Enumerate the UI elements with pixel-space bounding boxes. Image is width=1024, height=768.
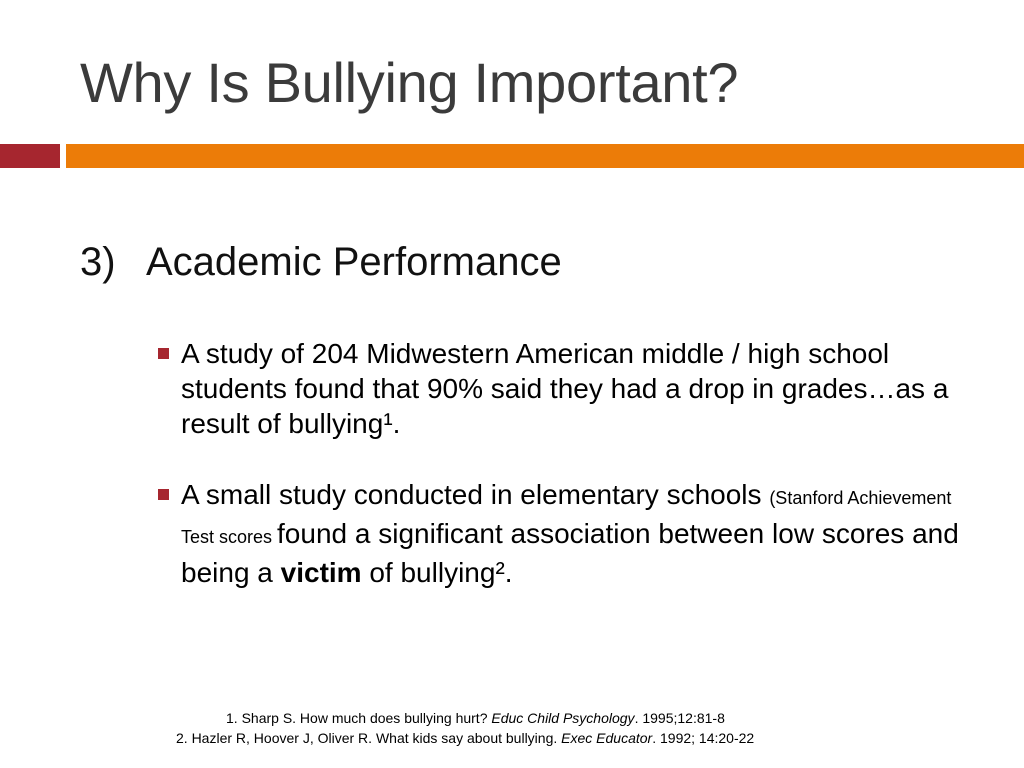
bullet-square-icon [158, 348, 169, 359]
reference-text: 2. Hazler R, Hoover J, Oliver R. What kids say about bullying. [176, 730, 562, 746]
title-divider-orange [66, 144, 1024, 168]
section-heading [80, 240, 562, 285]
bullet-text-parenthetical: (Stanford Achievement Test scores [181, 488, 952, 547]
bullet-list [158, 336, 978, 590]
section-number: 3) [80, 240, 116, 284]
reference-details: . 1995;12:81-8 [634, 710, 725, 726]
bullet-text-lead: A small study conducted in elementary schools [181, 479, 770, 510]
bullet-item [158, 336, 978, 441]
reference-text: 1. Sharp S. How much does bullying hurt? [226, 710, 492, 726]
reference-journal: Educ Child Psychology [491, 710, 635, 726]
reference-item [176, 728, 754, 748]
reference-details: . 1992; 14:20-22 [652, 730, 755, 746]
bullet-text-tail: of bullying². [361, 557, 513, 588]
bullet-text: A study of 204 Midwestern American middle / high school students found that 90% said they had a drop in grades…as a result of bullying¹. [181, 338, 949, 439]
bullet-text-mid: found a significant association between low scores and being a [181, 518, 959, 588]
slide-title: Why Is Bullying Important? [80, 51, 739, 114]
title-divider-red [0, 144, 60, 168]
section-heading-text: Academic Performance [146, 240, 562, 284]
reference-journal: Exec Educator [561, 730, 653, 746]
bullet-item [158, 477, 978, 590]
reference-item [226, 708, 725, 728]
bullet-text-bold: victim [280, 557, 362, 588]
bullet-square-icon [158, 489, 169, 500]
